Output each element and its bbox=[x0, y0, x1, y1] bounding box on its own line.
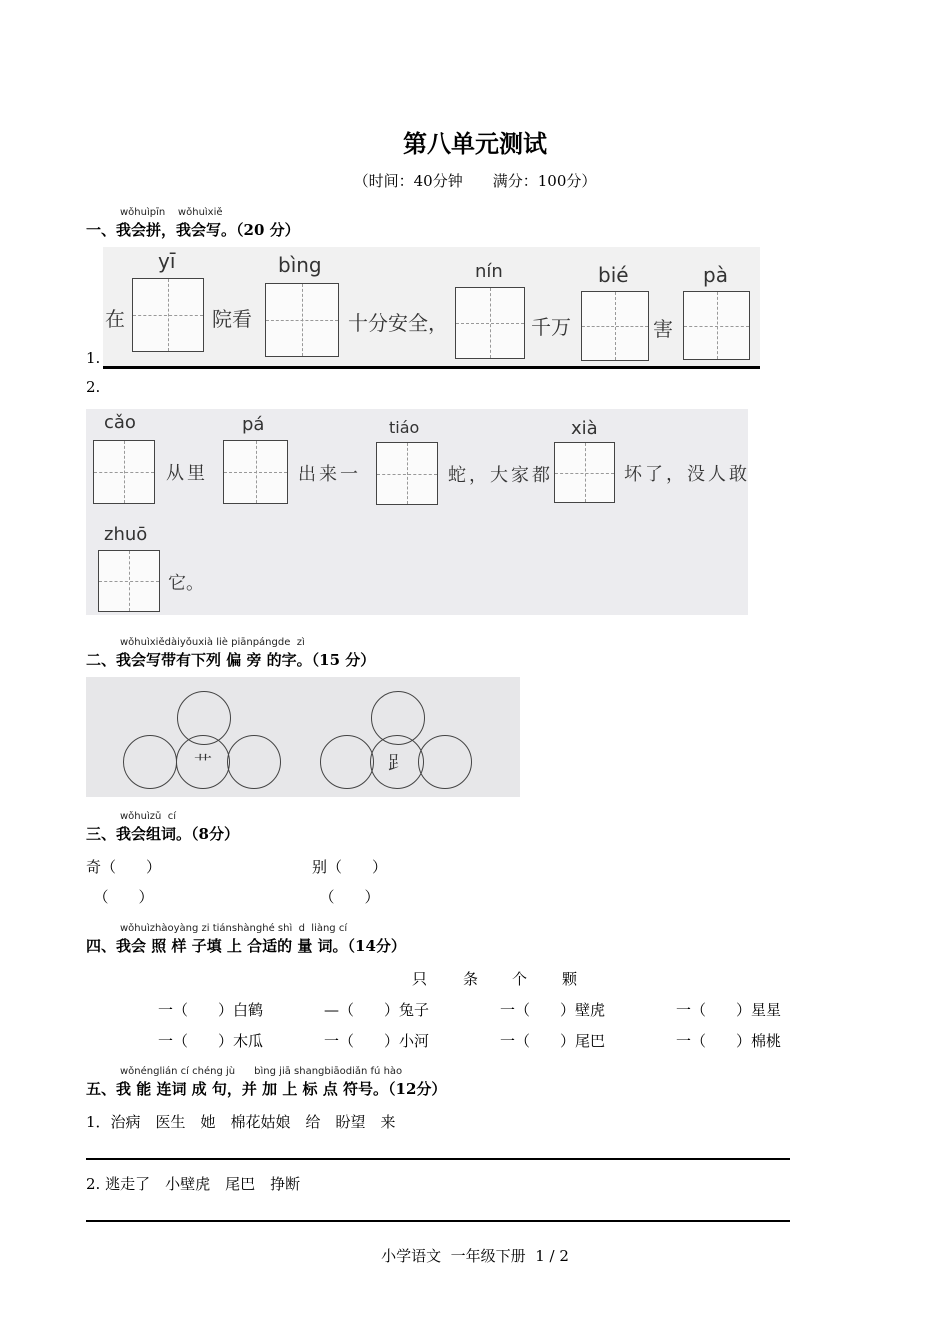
q1-heading: 一、我会拼，我会写。（20 分） bbox=[86, 221, 300, 239]
q1-item2-number: 2. bbox=[86, 378, 101, 396]
radical1-circle-left[interactable] bbox=[123, 735, 177, 789]
radical2-label: 𧾷 bbox=[388, 753, 406, 774]
img1-writing-box-4[interactable] bbox=[581, 291, 649, 361]
q4-row2-item4[interactable]: 一（ ）棉桃 bbox=[676, 1032, 782, 1050]
radical2-circle-center bbox=[370, 735, 424, 789]
q3-row1-col2[interactable]: 别（ ） bbox=[312, 858, 388, 876]
q4-heading: 四、我会 照 样 子填 上 合适的 量 词。（14分） bbox=[86, 937, 406, 955]
radical2-circle-right[interactable] bbox=[418, 735, 472, 789]
q4-row1-item4[interactable]: 一（ ）星星 bbox=[676, 1001, 782, 1019]
img1-text-1: 在 bbox=[105, 307, 125, 331]
q3-row2-col2[interactable]: （ ） bbox=[312, 888, 380, 906]
img1-writing-box-3[interactable] bbox=[455, 287, 525, 359]
img1-pinyin-5: pà bbox=[703, 263, 728, 287]
radical1-circle-right[interactable] bbox=[227, 735, 281, 789]
img2-text-4: 坏了，没人敢 bbox=[624, 464, 750, 485]
q4-pinyin: wǒhuìzhàoyàng zi tiánshànghé shì d liàng cí bbox=[120, 923, 348, 934]
img1-writing-box-5[interactable] bbox=[683, 291, 750, 360]
q4-word-3: 个 bbox=[512, 970, 528, 988]
q2-pinyin: wǒhuìxiědàiyǒuxià liè piānpángde zì bbox=[120, 637, 305, 648]
q2-heading: 二、我会写带有下列 偏 旁 的字。（15 分） bbox=[86, 651, 376, 669]
q4-row1-item2[interactable]: —（ ）兔子 bbox=[324, 1001, 430, 1019]
page-title: 第八单元测试 bbox=[403, 129, 547, 158]
img1-text-4: 千万 bbox=[531, 315, 571, 339]
img2-text-3: 蛇，大家都 bbox=[448, 465, 553, 486]
q5-item-1: 1．治病 医生 她 棉花姑娘 给 盼望 来 bbox=[86, 1113, 396, 1131]
q5-item-2: 2. 逃走了 小壁虎 尾巴 挣断 bbox=[86, 1175, 301, 1193]
radical2-circle-left[interactable] bbox=[320, 735, 374, 789]
q4-row2-item1[interactable]: 一（ ）木瓜 bbox=[158, 1032, 264, 1050]
q2-image bbox=[86, 677, 520, 797]
img2-text-5: 它。 bbox=[168, 573, 204, 594]
q1-image-2 bbox=[86, 409, 748, 615]
img1-pinyin-1: yī bbox=[158, 249, 176, 273]
q5-pinyin: wǒnénglián cí chéng jù bìng jiā shangbiāodiǎn fú hào bbox=[120, 1066, 403, 1077]
img1-text-2: 院看 bbox=[212, 307, 252, 331]
img2-pinyin-1: cǎo bbox=[104, 412, 136, 433]
img2-text-1: 从里 bbox=[166, 463, 208, 484]
img2-pinyin-5: zhuō bbox=[104, 524, 148, 545]
img2-pinyin-3: tiáo bbox=[389, 418, 420, 437]
q4-row1-item1[interactable]: 一（ ）白鹤 bbox=[158, 1001, 264, 1019]
img1-text-5: 害 bbox=[653, 317, 673, 341]
q5-heading: 五、我 能 连词 成 句，并 加 上 标 点 符号。（12分） bbox=[86, 1080, 447, 1098]
img2-pinyin-4: xià bbox=[571, 418, 598, 439]
img1-pinyin-2: bìng bbox=[278, 253, 322, 277]
q4-word-2: 条 bbox=[463, 970, 479, 988]
q3-heading: 三、我会组词。（8分） bbox=[86, 825, 239, 843]
q4-row1-item3[interactable]: 一（ ）壁虎 bbox=[500, 1001, 606, 1019]
img1-writing-box-1[interactable] bbox=[132, 278, 204, 352]
q4-word-1: 只 bbox=[412, 970, 428, 988]
img2-text-2: 出来一 bbox=[298, 464, 361, 485]
img1-text-3: 十分安全， bbox=[348, 311, 448, 335]
q3-row2-col1[interactable]: （ ） bbox=[86, 888, 154, 906]
q5-answer-line-2[interactable] bbox=[86, 1220, 790, 1222]
q4-row2-item3[interactable]: 一（ ）尾巴 bbox=[500, 1032, 606, 1050]
img2-writing-box-3[interactable] bbox=[376, 442, 438, 505]
radical1-label: 艹 bbox=[194, 753, 212, 774]
img2-writing-box-5[interactable] bbox=[98, 550, 160, 612]
radical1-circle-center bbox=[176, 735, 230, 789]
q3-row1-col1[interactable]: 奇（ ） bbox=[86, 858, 162, 876]
img2-writing-box-4[interactable] bbox=[554, 442, 615, 503]
img2-pinyin-2: pá bbox=[242, 414, 265, 435]
img2-writing-box-2[interactable] bbox=[223, 440, 288, 504]
page-subtitle: （时间：40分钟 满分：100分） bbox=[353, 172, 597, 190]
page-footer: 小学语文 一年级下册 1 / 2 bbox=[381, 1247, 569, 1265]
q3-pinyin: wǒhuìzǔ cí bbox=[120, 811, 176, 822]
q5-answer-line-1[interactable] bbox=[86, 1158, 790, 1160]
q4-word-4: 颗 bbox=[562, 970, 578, 988]
img1-writing-box-2[interactable] bbox=[265, 283, 339, 357]
img1-pinyin-3: nín bbox=[475, 261, 503, 282]
q4-row2-item2[interactable]: 一（ ）小河 bbox=[324, 1032, 430, 1050]
q1-pinyin: wǒhuìpīn wǒhuìxiě bbox=[120, 207, 223, 218]
img2-writing-box-1[interactable] bbox=[93, 440, 155, 504]
q1-item1-number: 1. bbox=[86, 349, 101, 367]
img1-pinyin-4: bié bbox=[598, 263, 629, 287]
q1-image-1 bbox=[103, 247, 760, 369]
